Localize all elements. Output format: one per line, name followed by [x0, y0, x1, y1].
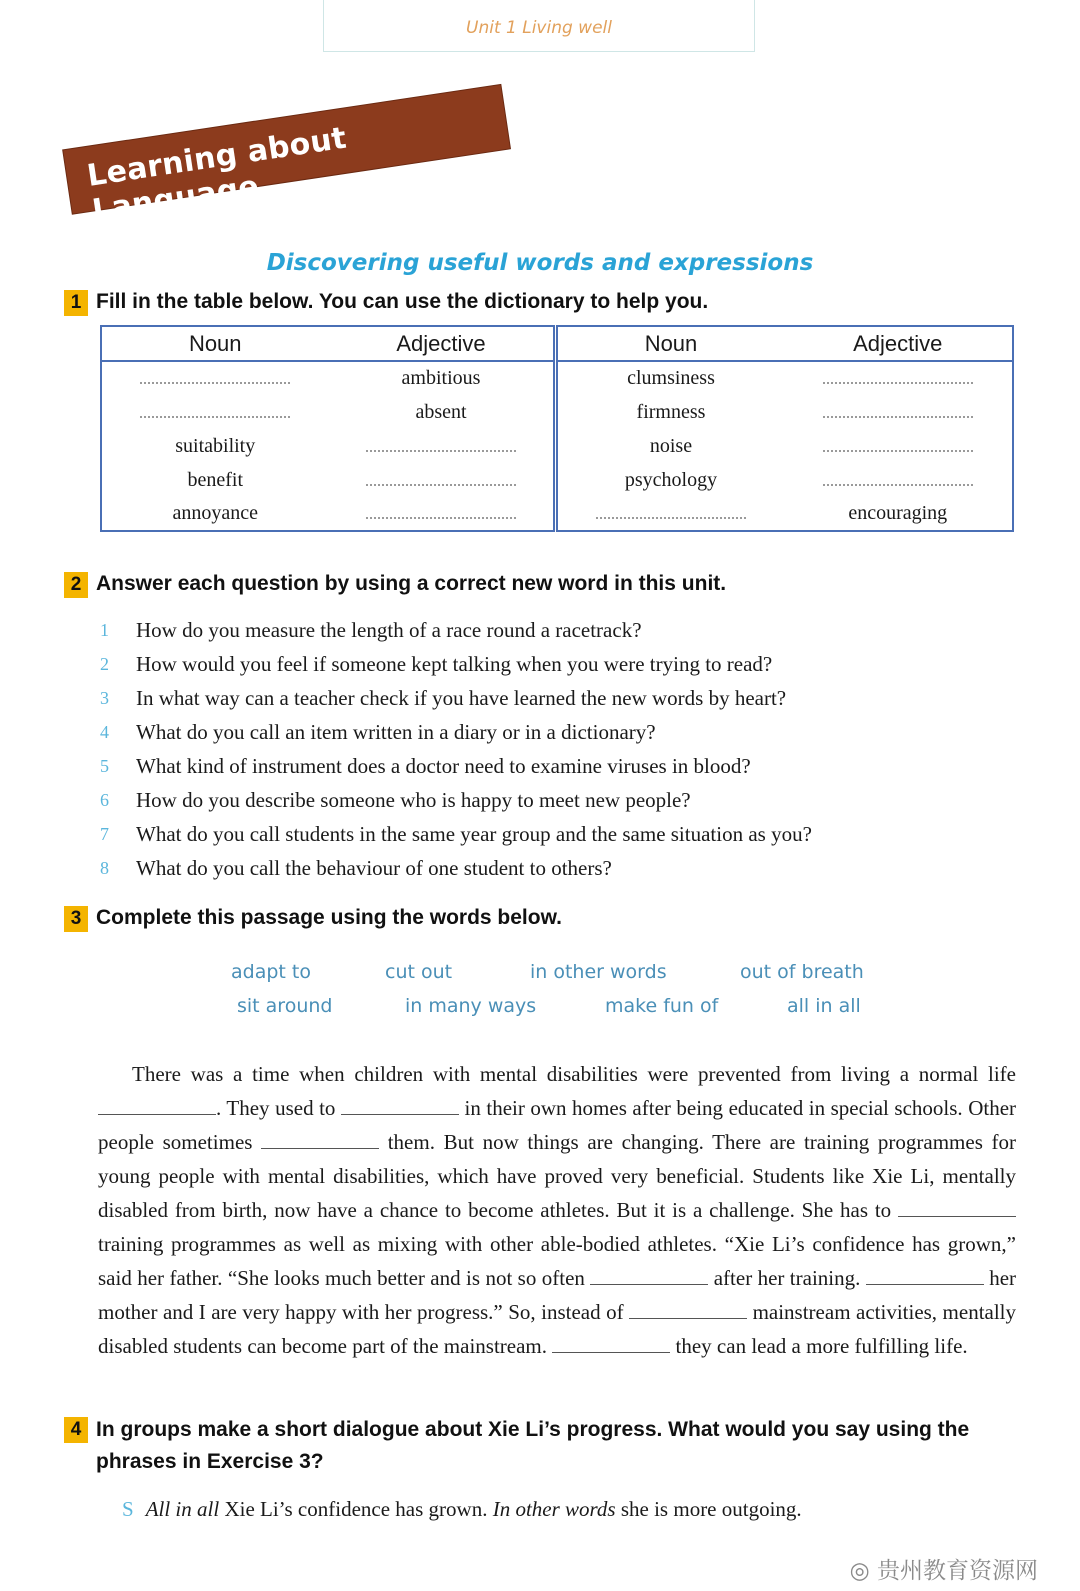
exercise-4-heading	[64, 1414, 1004, 1478]
sample-emphasis: All in all	[145, 1497, 220, 1521]
list-item	[100, 851, 812, 885]
table-cell-blank[interactable]	[101, 361, 328, 395]
table-cell-blank[interactable]	[328, 463, 556, 497]
blank[interactable]	[629, 1301, 747, 1319]
phrase: all in all	[787, 995, 861, 1017]
blank[interactable]	[341, 1097, 459, 1115]
question-number: 8	[100, 857, 109, 878]
word-table	[100, 325, 1014, 532]
list-item	[100, 647, 812, 681]
question-number: 4	[100, 721, 109, 742]
table-header: Noun	[556, 326, 784, 361]
question-number: 6	[100, 789, 109, 810]
table-cell-blank[interactable]	[783, 395, 1013, 429]
wechat-icon: ◎	[849, 1558, 870, 1584]
blank[interactable]	[866, 1267, 984, 1285]
exercise-instruction: In groups make a short dialogue about Xie Li’s progress. What would you say using the phrases in Exercise 3?	[96, 1418, 970, 1473]
phrase: in many ways	[405, 995, 537, 1017]
phrase: make fun of	[605, 995, 719, 1017]
phrase: in other words	[530, 961, 667, 983]
question-number: 1	[100, 619, 109, 640]
list-item	[100, 749, 812, 783]
question-text: How do you measure the length of a race round a racetrack?	[136, 617, 642, 642]
exercise-instruction: Complete this passage using the words below.	[96, 906, 562, 929]
table-cell: ambitious	[401, 367, 481, 389]
blank[interactable]	[98, 1097, 216, 1115]
blank[interactable]	[898, 1199, 1016, 1217]
exercise-instruction: Answer each question by using a correct new word in this unit.	[96, 572, 727, 595]
question-text: How do you describe someone who is happy to meet new people?	[136, 787, 691, 812]
phrase: sit around	[237, 995, 333, 1017]
table-cell-blank[interactable]	[783, 429, 1013, 463]
passage	[98, 1057, 1016, 1363]
table-row	[101, 361, 1013, 395]
table-cell-blank[interactable]	[556, 497, 784, 531]
table-cell: clumsiness	[556, 361, 784, 395]
table-cell-blank[interactable]	[783, 361, 1013, 395]
banner-title: Learning about Language	[84, 120, 349, 229]
question-number: 7	[100, 823, 109, 844]
question-number: 3	[100, 687, 109, 708]
blank[interactable]	[590, 1267, 708, 1285]
table-cell: benefit	[101, 463, 328, 497]
table-cell: absent	[415, 400, 467, 423]
list-item	[100, 613, 812, 647]
phrase: out of breath	[740, 961, 864, 983]
table-cell: annoyance	[101, 497, 328, 531]
passage-text: training programmes as well as mixing with other able-bodied athletes. “Xie Li’s confidence has grown,” said her father. “She looks much better and is not so often	[98, 1232, 1016, 1290]
passage-text: . They used to	[216, 1096, 336, 1120]
exercise-2-heading	[64, 572, 726, 598]
exercise-number: 2	[64, 572, 88, 598]
passage-text: mainstream activities, mentally disabled students can become part of the mainstream.	[98, 1300, 1017, 1358]
sample-text: she is more outgoing.	[615, 1497, 802, 1521]
sample-emphasis: In other words	[492, 1497, 616, 1521]
exercise-number: 3	[64, 906, 88, 932]
passage-text: in their own homes after being educated in special schools. Other people sometimes	[98, 1096, 1017, 1154]
watermark	[850, 1552, 1038, 1585]
sample-text: Xie Li’s confidence has grown.	[219, 1497, 493, 1521]
question-text: What do you call an item written in a diary or in a dictionary?	[136, 719, 656, 744]
unit-header	[323, 0, 755, 52]
passage-text: her mother and I are very happy with her progress.” So, instead of	[98, 1266, 1017, 1324]
question-text: What kind of instrument does a doctor need to examine viruses in blood?	[136, 753, 751, 778]
table-header: Noun	[101, 326, 328, 361]
table-cell-blank[interactable]	[328, 429, 556, 463]
table-row	[101, 395, 1013, 429]
speaker-label: S	[122, 1497, 134, 1521]
phrase: adapt to	[231, 961, 311, 983]
passage-text: them. But now things are changing. There are training programmes for young people with mental disabilities, which have proved very beneficial. Students like Xie Li, mentally disabled from birth, now have a chance to become athletes. But it is a challenge. She has to	[98, 1130, 1016, 1222]
blank[interactable]	[261, 1131, 379, 1149]
passage-text: There was a time when children with mental disabilities were prevented from living a normal life	[132, 1062, 1016, 1086]
list-item	[100, 817, 812, 851]
table-cell-blank[interactable]	[783, 463, 1013, 497]
passage-text: they can lead a more fulfilling life.	[675, 1334, 968, 1358]
question-number: 5	[100, 755, 109, 776]
question-text: How would you feel if someone kept talking when you were trying to read?	[136, 651, 773, 676]
sample-dialogue	[122, 1497, 802, 1522]
table-cell: suitability	[101, 429, 328, 463]
table-cell: psychology	[556, 463, 784, 497]
exercise-3-heading	[64, 906, 562, 932]
table-row	[101, 497, 1013, 531]
table-row	[101, 429, 1013, 463]
table-cell: firmness	[556, 395, 784, 429]
table-header: Adjective	[783, 326, 1013, 361]
table-header: Adjective	[328, 326, 556, 361]
table-row	[101, 463, 1013, 497]
list-item	[100, 715, 812, 749]
exercise-number: 4	[64, 1417, 88, 1443]
section-subtitle: Discovering useful words and expressions	[266, 250, 814, 276]
question-text: What do you call the behaviour of one student to others?	[136, 855, 612, 880]
table-cell: encouraging	[783, 497, 1013, 531]
section-banner	[63, 85, 510, 229]
question-text: In what way can a teacher check if you have learned the new words by heart?	[136, 685, 787, 710]
list-item	[100, 783, 812, 817]
exercise-number: 1	[64, 290, 88, 316]
unit-title: Unit 1 Living well	[466, 18, 612, 38]
table-cell-blank[interactable]	[101, 395, 328, 429]
table-cell: noise	[556, 429, 784, 463]
blank[interactable]	[552, 1335, 670, 1353]
question-number: 2	[100, 653, 109, 674]
phrase: cut out	[385, 961, 453, 983]
exercise-instruction: Fill in the table below. You can use the dictionary to help you.	[96, 290, 709, 313]
question-list	[100, 613, 812, 885]
passage-text: after her training.	[713, 1266, 861, 1290]
watermark-text: 贵州教育资源网	[877, 1558, 1038, 1584]
list-item	[100, 681, 812, 715]
exercise-1-heading	[64, 290, 708, 316]
table-cell-blank[interactable]	[328, 497, 556, 531]
question-text: What do you call students in the same year group and the same situation as you?	[136, 821, 812, 846]
